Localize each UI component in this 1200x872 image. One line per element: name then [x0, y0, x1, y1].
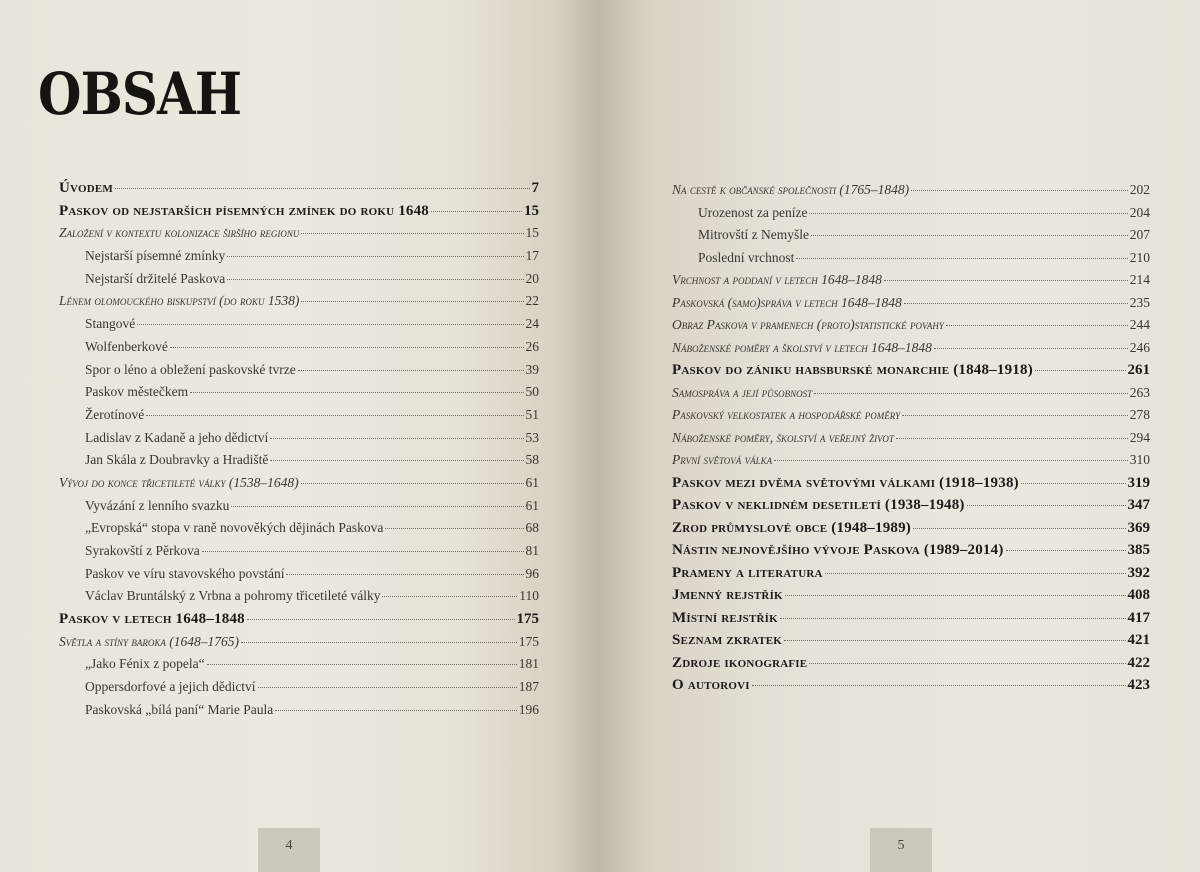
dot-leader [270, 460, 523, 461]
toc-entry-title: Světla a stíny baroka (1648–1765) [59, 633, 239, 649]
toc-entry-page: 422 [1127, 654, 1150, 671]
toc-entry-page: 261 [1127, 362, 1150, 378]
toc-entry-title: Stangové [85, 316, 136, 332]
toc-entry-title: O autorovi [672, 677, 750, 693]
toc-entry[interactable] [672, 475, 1150, 498]
toc-entry-title: Zrod průmyslové obce (1948–1989) [672, 519, 911, 536]
dot-leader [170, 347, 524, 348]
dot-leader [784, 640, 1125, 641]
toc-entry[interactable] [59, 452, 539, 475]
toc-entry[interactable] [59, 611, 539, 634]
toc-entry-page: 39 [525, 361, 539, 377]
toc-entry[interactable] [59, 203, 539, 226]
toc-entry-page: 17 [525, 248, 539, 264]
dot-leader [270, 438, 523, 439]
toc-entry-page: 7 [531, 180, 539, 196]
toc-entry-title: Vyvázání z lenního svazku [85, 497, 230, 513]
toc-entry-title: Náboženské poměry, školství a veřejný život [672, 429, 894, 445]
toc-entry-page: 202 [1129, 182, 1150, 197]
toc-entry-page: 175 [518, 633, 539, 649]
toc-entry-page: 244 [1129, 317, 1150, 332]
toc-entry-title: Jmenný rejstřík [672, 587, 783, 603]
dot-leader [884, 280, 1128, 281]
dot-leader [275, 710, 517, 711]
toc-entry[interactable] [59, 316, 539, 339]
toc-entry-page: 26 [525, 338, 539, 354]
toc-entry-title: Paskovský velkostatek a hospodářské poměry [672, 407, 901, 422]
toc-entry-page: 68 [525, 520, 539, 536]
dot-leader [809, 663, 1125, 664]
toc-entry-title: Zdroje ikonografie [672, 654, 808, 671]
toc-entry-page: 392 [1127, 564, 1150, 581]
dot-leader [301, 483, 524, 484]
toc-entry-title: „Evropská“ stopa v raně novověkých dějinách Paskova [85, 520, 384, 536]
dot-leader [202, 551, 524, 552]
toc-entry-page: 58 [525, 452, 539, 468]
toc-entry[interactable] [672, 565, 1150, 588]
toc-entry-title: Vývoj do konce třicetileté války (1538–1648) [59, 474, 299, 490]
dot-leader [946, 325, 1128, 326]
dot-leader [227, 256, 523, 257]
toc-entry[interactable] [59, 498, 539, 521]
dot-leader [814, 393, 1128, 394]
dot-leader [1021, 483, 1126, 484]
toc-entry[interactable] [672, 407, 1150, 430]
toc-list-right [672, 182, 1150, 700]
toc-entry-page: 61 [525, 497, 539, 513]
toc-entry-page: 278 [1129, 407, 1150, 422]
toc-entry-title: Obraz Paskova v pramenech (proto)statistické povahy [672, 317, 944, 332]
toc-entry-title: „Jako Fénix z popela“ [85, 656, 205, 672]
toc-entry-title: Náboženské poměry a školství v letech 1648–1848 [672, 339, 932, 355]
toc-entry[interactable] [672, 317, 1150, 340]
dot-leader [809, 213, 1127, 214]
toc-entry-page: 51 [525, 406, 539, 422]
toc-entry-title: Lénem olomouckého biskupství (do roku 1538) [59, 293, 300, 309]
toc-entry-page: 385 [1127, 542, 1150, 558]
toc-entry-title: Místní rejstřík [672, 609, 778, 626]
toc-entry[interactable] [59, 543, 539, 566]
dot-leader [796, 258, 1127, 259]
dot-leader [207, 664, 517, 665]
dot-leader [431, 211, 522, 212]
toc-entry-page: 20 [525, 270, 539, 286]
toc-entry-page: 417 [1127, 609, 1150, 626]
toc-entry-title: Ladislav z Kadaně a jeho dědictví [85, 429, 269, 445]
toc-entry-page: 210 [1129, 249, 1150, 265]
toc-entry-title: Oppersdorfové a jejich dědictví [85, 679, 256, 695]
dot-leader [896, 438, 1128, 439]
toc-entry-page: 408 [1127, 587, 1150, 603]
toc-entry[interactable] [672, 385, 1150, 408]
toc-entry[interactable] [672, 632, 1150, 655]
toc-entry-page: 175 [516, 611, 539, 628]
toc-entry[interactable] [59, 679, 539, 702]
toc-entry-title: Poslední vrchnost [698, 249, 795, 265]
dot-leader [286, 574, 523, 575]
toc-entry-title: Paskov mezi dvěma světovými válkami (1918–1938) [672, 474, 1019, 491]
toc-entry-page: 204 [1129, 204, 1150, 220]
toc-entry[interactable] [59, 384, 539, 407]
toc-entry[interactable] [59, 656, 539, 679]
toc-entry-title: Paskov ve víru stavovského povstání [85, 565, 285, 581]
toc-entry[interactable] [59, 225, 539, 248]
dot-leader [298, 370, 524, 371]
toc-entry[interactable] [672, 655, 1150, 678]
toc-entry-title: Žerotínové [85, 406, 145, 422]
toc-entry-title: Nejstarší písemné zmínky [85, 248, 226, 264]
toc-entry-title: Paskov městečkem [85, 384, 189, 400]
toc-entry-page: 96 [525, 565, 539, 581]
toc-entry-title: Paskov v neklidném desetiletí (1938–1948) [672, 497, 965, 513]
toc-entry-page: 246 [1129, 339, 1150, 355]
page-number-right: 5 [870, 828, 932, 872]
toc-entry[interactable] [59, 293, 539, 316]
toc-entry-title: Paskov od nejstarších písemných zmínek do roku 1648 [59, 202, 429, 219]
toc-entry-title: Paskovská „bílá paní“ Marie Paula [85, 701, 274, 717]
toc-entry[interactable] [672, 520, 1150, 543]
toc-entry-page: 50 [525, 384, 539, 400]
toc-entry-page: 310 [1129, 452, 1150, 467]
toc-entry[interactable] [59, 566, 539, 589]
toc-entry-title: Paskov do zániku habsburské monarchie (1848–1918) [672, 362, 1033, 378]
toc-entry-title: Jan Skála z Doubravky a Hradiště [85, 452, 269, 468]
dot-leader [190, 392, 523, 393]
toc-entry[interactable] [672, 295, 1150, 318]
dot-leader [247, 619, 515, 620]
dot-leader [934, 348, 1128, 349]
page-number-left: 4 [258, 828, 320, 872]
toc-entry[interactable] [59, 407, 539, 430]
dot-leader [301, 233, 523, 234]
toc-entry-title: Na cestě k občanské společnosti (1765–1848) [672, 182, 910, 197]
toc-entry-title: Seznam zkratek [672, 632, 783, 648]
toc-entry-title: Nejstarší držitelé Paskova [85, 270, 226, 286]
toc-entry-page: 53 [525, 429, 539, 445]
toc-entry[interactable] [59, 702, 539, 725]
toc-entry[interactable] [672, 340, 1150, 363]
toc-entry[interactable] [672, 205, 1150, 228]
toc-entry[interactable] [672, 497, 1150, 520]
toc-entry[interactable] [672, 542, 1150, 565]
toc-entry-page: 347 [1127, 497, 1150, 513]
toc-entry-title: Nástin nejnovějšího vývoje Paskova (1989–2014) [672, 542, 1004, 558]
toc-entry[interactable] [672, 677, 1150, 700]
toc-entry[interactable] [672, 227, 1150, 250]
dot-leader [1035, 370, 1126, 371]
right-page [600, 0, 1200, 872]
dot-leader [780, 618, 1126, 619]
toc-entry[interactable] [59, 520, 539, 543]
toc-entry[interactable] [59, 588, 539, 611]
toc-entry[interactable] [672, 362, 1150, 385]
toc-entry[interactable] [672, 430, 1150, 453]
toc-entry-title: První světová válka [672, 452, 773, 467]
toc-entry-title: Urozenost za peníze [698, 204, 808, 220]
toc-list-left [59, 180, 539, 725]
dot-leader [911, 190, 1128, 191]
dot-leader [231, 506, 523, 507]
toc-entry-page: 319 [1127, 474, 1150, 491]
toc-entry-title: Úvodem [59, 180, 113, 196]
toc-entry[interactable] [672, 452, 1150, 475]
toc-entry-title: Syrakovští z Pěrkova [85, 543, 200, 558]
dot-leader [137, 324, 523, 325]
toc-entry-page: 214 [1129, 272, 1150, 287]
toc-entry-page: 181 [518, 656, 539, 672]
toc-entry-page: 235 [1129, 294, 1150, 310]
toc-entry-page: 22 [525, 293, 539, 309]
toc-entry[interactable] [59, 271, 539, 294]
dot-leader [241, 642, 517, 643]
toc-entry-page: 196 [518, 701, 539, 717]
dot-leader [811, 235, 1128, 236]
toc-entry[interactable] [59, 180, 539, 203]
dot-leader [258, 687, 517, 688]
toc-entry[interactable] [672, 182, 1150, 205]
toc-entry-page: 423 [1127, 677, 1150, 693]
toc-entry-page: 61 [525, 474, 539, 490]
dot-leader [825, 573, 1126, 574]
toc-entry-page: 187 [518, 679, 539, 695]
toc-entry-title: Paskovská (samo)správa v letech 1648–1848 [672, 294, 902, 310]
dot-leader [752, 685, 1126, 686]
dot-leader [1006, 550, 1126, 551]
dot-leader [115, 188, 530, 189]
dot-leader [967, 505, 1126, 506]
toc-entry-page: 294 [1129, 429, 1150, 445]
toc-entry-page: 81 [525, 543, 539, 558]
toc-entry-page: 263 [1129, 384, 1150, 400]
toc-entry[interactable] [672, 610, 1150, 633]
toc-entry-title: Václav Bruntálský z Vrbna a pohromy třicetileté války [85, 588, 381, 604]
toc-entry-title: Samospráva a její působnost [672, 384, 813, 400]
toc-entry[interactable] [672, 272, 1150, 295]
toc-entry-title: Paskov v letech 1648–1848 [59, 611, 245, 628]
toc-entry-title: Spor o léno a obležení paskovské tvrze [85, 361, 296, 377]
toc-entry[interactable] [672, 250, 1150, 273]
toc-entry-page: 15 [525, 225, 539, 241]
toc-entry-title: Prameny a literatura [672, 564, 823, 581]
toc-entry[interactable] [59, 339, 539, 362]
toc-entry-page: 15 [524, 202, 539, 219]
dot-leader [785, 595, 1126, 596]
toc-entry-page: 207 [1129, 227, 1150, 242]
toc-entry-page: 421 [1127, 632, 1150, 648]
dot-leader [227, 279, 523, 280]
toc-entry[interactable] [59, 430, 539, 453]
toc-entry[interactable] [59, 248, 539, 271]
toc-entry[interactable] [672, 587, 1150, 610]
toc-entry-title: Mitrovští z Nemyšle [698, 227, 809, 242]
toc-entry-title: Vrchnost a poddaní v letech 1648–1848 [672, 272, 882, 287]
page-title: OBSAH [38, 60, 242, 128]
dot-leader [146, 415, 523, 416]
toc-entry-title: Založení v kontextu kolonizace širšího regionu [59, 225, 300, 241]
toc-entry-page: 110 [519, 588, 539, 604]
toc-entry[interactable] [59, 634, 539, 657]
dot-leader [301, 301, 523, 302]
dot-leader [904, 303, 1128, 304]
dot-leader [902, 415, 1128, 416]
toc-entry[interactable] [59, 475, 539, 498]
toc-entry[interactable] [59, 362, 539, 385]
dot-leader [382, 596, 517, 597]
dot-leader [385, 528, 523, 529]
toc-entry-page: 24 [525, 316, 539, 332]
dot-leader [774, 460, 1128, 461]
toc-entry-page: 369 [1127, 519, 1150, 536]
toc-entry-title: Wolfenberkové [85, 338, 168, 354]
dot-leader [913, 528, 1126, 529]
